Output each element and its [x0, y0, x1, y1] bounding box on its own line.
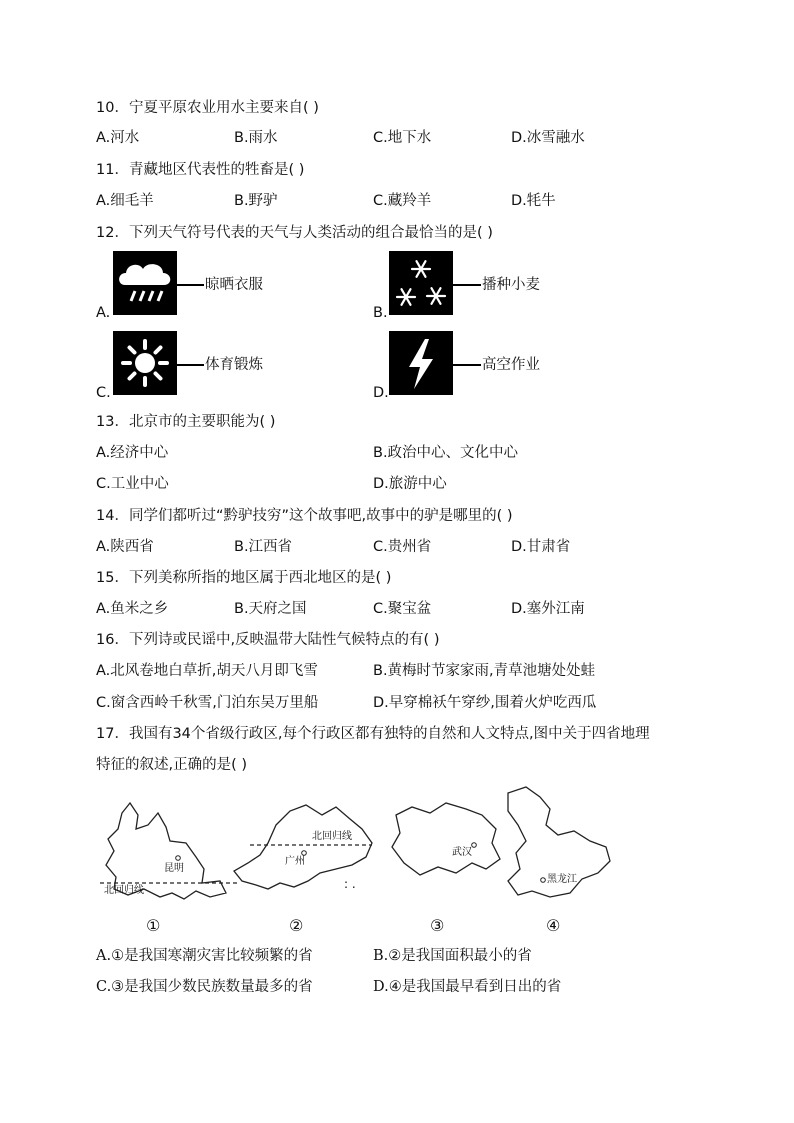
q15-option-a[interactable]: A.鱼米之乡	[96, 601, 169, 617]
lightning-icon[interactable]	[389, 331, 453, 395]
q16-option-d[interactable]: D.早穿棉袄午穿纱,围着火炉吃西瓜	[373, 695, 597, 711]
map-label-wuhan: 武汉	[452, 847, 472, 858]
question-17-stem-line1: 17．我国有34个省级行政区,每个行政区都有独特的自然和人文特点,图中关于四省地理	[96, 726, 650, 742]
q10-option-b[interactable]: B.雨水	[234, 130, 278, 146]
q16-option-c[interactable]: C.窗含西岭千秋雪,门泊东吴万里船	[96, 695, 319, 711]
map-number-3: ③	[430, 916, 445, 935]
q17-option-b[interactable]: B.②是我国面积最小的省	[373, 948, 532, 964]
map-number-4: ④	[546, 916, 561, 935]
q10-option-c[interactable]: C.地下水	[373, 130, 432, 146]
q14-option-c[interactable]: C.贵州省	[373, 539, 432, 555]
q12-d-connector	[453, 364, 481, 366]
q12-c-connector	[177, 364, 204, 366]
q15-option-c[interactable]: C.聚宝盆	[373, 601, 432, 617]
map-label-tropic-2: 北回归线	[312, 831, 352, 842]
q10-option-a[interactable]: A.河水	[96, 130, 140, 146]
map-label-tropic-1: 北回归线	[104, 885, 144, 896]
question-11-stem: 11．青藏地区代表性的牲畜是( )	[96, 162, 305, 178]
q11-option-d[interactable]: D.牦牛	[511, 193, 556, 209]
q12-b-connector	[453, 284, 481, 286]
q13-option-d[interactable]: D.旅游中心	[373, 476, 447, 492]
q16-option-b[interactable]: B.黄梅时节家家雨,青草池塘处处蛙	[373, 663, 596, 679]
question-14-stem: 14．同学们都听过“黔驴技穷”这个故事吧,故事中的驴是哪里的( )	[96, 508, 513, 524]
question-16-stem: 16．下列诗或民谣中,反映温带大陆性气候特点的有( )	[96, 632, 440, 648]
map-number-2: ②	[289, 916, 304, 935]
question-13-stem: 13．北京市的主要职能为( )	[96, 414, 276, 430]
q12-option-b-activity: 播种小麦	[482, 277, 540, 293]
map-label-guangzhou: 广州	[285, 856, 305, 867]
q14-option-d[interactable]: D.甘肃省	[511, 539, 571, 555]
q17-option-d[interactable]: D.④是我国最早看到日出的省	[373, 979, 562, 995]
q12-option-d-activity: 高空作业	[482, 357, 540, 373]
q13-option-c[interactable]: C.工业中心	[96, 476, 169, 492]
q13-option-b[interactable]: B.政治中心、文化中心	[373, 445, 519, 461]
q12-option-a-letter[interactable]: A.	[96, 305, 111, 321]
sun-icon[interactable]	[113, 331, 177, 395]
q12-option-d-letter[interactable]: D.	[373, 385, 389, 401]
q12-option-b-letter[interactable]: B.	[373, 305, 388, 321]
q11-option-b[interactable]: B.野驴	[234, 193, 278, 209]
province-map-figure	[100, 785, 620, 945]
rain-cloud-icon[interactable]	[113, 251, 177, 315]
q14-option-a[interactable]: A.陕西省	[96, 539, 154, 555]
question-15-stem: 15．下列美称所指的地区属于西北地区的是( )	[96, 570, 392, 586]
q12-option-a-activity: 晾晒衣服	[205, 277, 263, 293]
q15-option-b[interactable]: B.天府之国	[234, 601, 307, 617]
q17-option-c[interactable]: C.③是我国少数民族数量最多的省	[96, 979, 313, 995]
q12-a-connector	[177, 284, 204, 286]
q11-option-c[interactable]: C.藏羚羊	[373, 193, 432, 209]
q15-option-d[interactable]: D.塞外江南	[511, 601, 585, 617]
q13-option-a[interactable]: A.经济中心	[96, 445, 169, 461]
map-number-1: ①	[146, 916, 161, 935]
q12-option-c-activity: 体育锻炼	[205, 357, 263, 373]
q14-option-b[interactable]: B.江西省	[234, 539, 293, 555]
map-label-kunming: 昆明	[164, 863, 184, 874]
q17-option-a[interactable]: A.①是我国寒潮灾害比较频繁的省	[96, 948, 313, 964]
map-label-heilongjiang: 黑龙江	[547, 874, 577, 885]
q12-option-c-letter[interactable]: C.	[96, 385, 111, 401]
hubei-outline	[392, 803, 500, 875]
q11-option-a[interactable]: A.细毛羊	[96, 193, 154, 209]
q10-option-d[interactable]: D.冰雪融水	[511, 130, 585, 146]
map-islands-dots: : .	[344, 877, 356, 891]
q16-option-a[interactable]: A.北风卷地白草折,胡天八月即飞雪	[96, 663, 318, 679]
question-10-stem: 10．宁夏平原农业用水主要来自( )	[96, 100, 319, 116]
question-17-stem-line2: 特征的叙述,正确的是( )	[96, 757, 248, 773]
snowflakes-icon[interactable]	[389, 251, 453, 315]
question-12-stem: 12．下列天气符号代表的天气与人类活动的组合最恰当的是( )	[96, 225, 493, 241]
